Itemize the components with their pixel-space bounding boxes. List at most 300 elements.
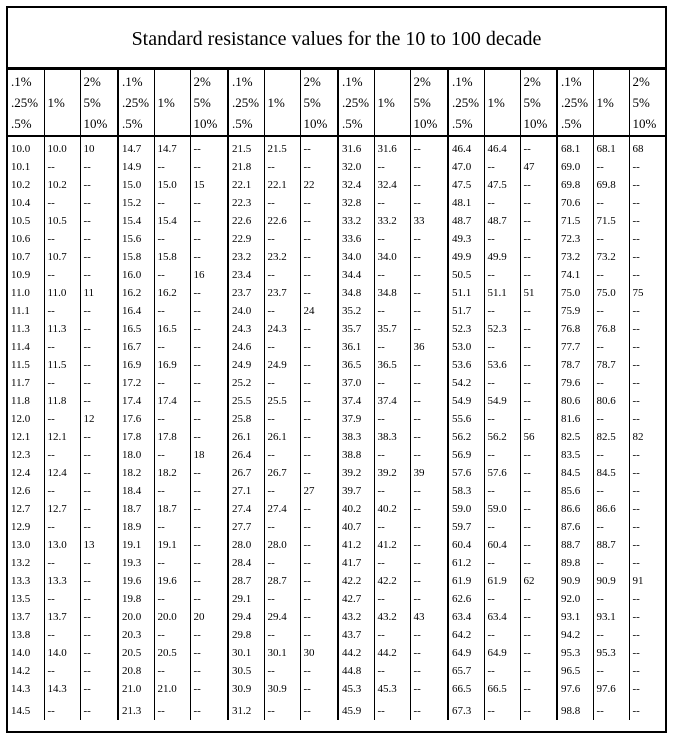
value-one-percent: 12.7 [44, 500, 80, 518]
value-precision: 42.7 [338, 590, 374, 608]
value-one-percent: 14.3 [44, 680, 80, 698]
value-precision: 29.8 [228, 626, 264, 644]
value-standard: -- [190, 572, 228, 590]
value-precision: 51.1 [448, 284, 484, 302]
value-standard: -- [629, 176, 665, 194]
value-standard: -- [190, 230, 228, 248]
header-tolerance-label: .25% [452, 95, 480, 110]
value-standard: -- [190, 320, 228, 338]
value-standard: -- [300, 320, 338, 338]
header-tolerance-label: 2% [193, 74, 211, 89]
value-standard: -- [190, 698, 228, 720]
value-one-percent: 35.7 [374, 320, 410, 338]
value-one-percent: -- [154, 302, 190, 320]
value-one-percent: -- [154, 194, 190, 212]
table-row [8, 194, 665, 212]
table-row [8, 644, 665, 662]
header-tolerance-label: .25% [11, 95, 39, 110]
value-standard: -- [520, 446, 557, 464]
value-standard: -- [520, 608, 557, 626]
value-standard: -- [300, 500, 338, 518]
value-standard: -- [629, 518, 665, 536]
value-one-percent: -- [484, 590, 520, 608]
value-precision: 32.0 [338, 158, 374, 176]
value-standard: 43 [410, 608, 448, 626]
value-precision: 90.9 [557, 572, 593, 590]
value-precision: 14.5 [11, 705, 31, 717]
value-standard: -- [629, 536, 665, 554]
value-standard: -- [190, 284, 228, 302]
header-tolerance-label: 5% [523, 95, 541, 110]
table-row [8, 284, 665, 302]
value-standard: -- [629, 230, 665, 248]
value-precision: 29.4 [228, 608, 264, 626]
header-tolerance-label: 2% [413, 74, 431, 89]
header-row [8, 70, 665, 136]
value-one-percent: 13.3 [44, 572, 80, 590]
value-one-percent: 15.0 [154, 176, 190, 194]
value-precision: 24.6 [228, 338, 264, 356]
value-standard: 24 [300, 302, 338, 320]
table-row [8, 662, 665, 680]
value-precision: 12.6 [11, 485, 31, 497]
value-standard: 20 [190, 608, 228, 626]
value-precision: 69.0 [557, 158, 593, 176]
value-precision: 30.1 [228, 644, 264, 662]
value-one-percent: -- [593, 662, 629, 680]
value-one-percent: -- [264, 446, 300, 464]
value-standard: -- [410, 136, 448, 158]
value-standard: -- [410, 158, 448, 176]
value-precision: 13.5 [11, 593, 31, 605]
value-standard: -- [410, 500, 448, 518]
value-standard: -- [520, 248, 557, 266]
value-standard: -- [410, 554, 448, 572]
value-one-percent: -- [374, 518, 410, 536]
value-precision: 10.0 [11, 143, 31, 155]
value-one-percent: 73.2 [593, 248, 629, 266]
value-one-percent: -- [374, 482, 410, 500]
value-precision: 11.1 [11, 305, 30, 317]
value-precision: 64.9 [448, 644, 484, 662]
table-row [8, 230, 665, 248]
value-one-percent: -- [484, 230, 520, 248]
value-standard: -- [80, 644, 118, 662]
value-standard: -- [80, 374, 118, 392]
value-one-percent: -- [154, 410, 190, 428]
table-row [8, 266, 665, 284]
header-tolerance-label: .1% [122, 74, 143, 89]
value-standard: -- [80, 554, 118, 572]
value-precision: 25.2 [228, 374, 264, 392]
value-standard: -- [410, 518, 448, 536]
value-one-percent: -- [264, 482, 300, 500]
value-standard: -- [190, 464, 228, 482]
value-precision: 96.5 [557, 662, 593, 680]
value-precision: 12.4 [11, 467, 31, 479]
value-one-percent: 43.2 [374, 608, 410, 626]
header-tolerance-label: .1% [232, 74, 253, 89]
value-one-percent: -- [264, 518, 300, 536]
value-one-percent: -- [264, 302, 300, 320]
value-one-percent: 86.6 [593, 500, 629, 518]
table-row [8, 428, 665, 446]
value-standard: -- [80, 572, 118, 590]
value-standard: -- [300, 608, 338, 626]
value-one-percent: 41.2 [374, 536, 410, 554]
value-standard: -- [410, 590, 448, 608]
value-precision: 72.3 [557, 230, 593, 248]
value-precision: 11.3 [11, 323, 30, 335]
value-standard: -- [80, 194, 118, 212]
value-precision: 41.7 [338, 554, 374, 572]
value-standard: -- [520, 230, 557, 248]
value-precision: 61.2 [448, 554, 484, 572]
value-one-percent: 23.2 [264, 248, 300, 266]
value-precision: 18.7 [118, 500, 154, 518]
value-precision: 25.8 [228, 410, 264, 428]
value-precision: 55.6 [448, 410, 484, 428]
value-one-percent: -- [484, 302, 520, 320]
value-precision: 16.2 [118, 284, 154, 302]
header-tolerance-label: 5% [413, 95, 431, 110]
value-one-percent: 49.9 [484, 248, 520, 266]
value-precision: 60.4 [448, 536, 484, 554]
value-standard: -- [629, 464, 665, 482]
value-one-percent: -- [154, 662, 190, 680]
value-one-percent: 17.8 [154, 428, 190, 446]
value-precision: 29.1 [228, 590, 264, 608]
value-one-percent: 68.1 [593, 136, 629, 158]
value-standard: -- [190, 194, 228, 212]
value-one-percent: 45.3 [374, 680, 410, 698]
value-precision: 20.8 [118, 662, 154, 680]
header-tolerance-label: .1% [452, 74, 473, 89]
value-one-percent: -- [374, 698, 410, 720]
value-standard: -- [410, 248, 448, 266]
value-one-percent: 61.9 [484, 572, 520, 590]
value-one-percent: -- [264, 158, 300, 176]
header-tolerance-label: .5% [452, 116, 473, 131]
value-precision: 34.4 [338, 266, 374, 284]
value-one-percent: -- [264, 410, 300, 428]
value-one-percent: 88.7 [593, 536, 629, 554]
value-precision: 21.5 [228, 136, 264, 158]
value-one-percent: -- [484, 446, 520, 464]
value-precision: 10.5 [11, 215, 31, 227]
header-tolerance-label: 5% [193, 95, 211, 110]
value-precision: 15.2 [118, 194, 154, 212]
value-precision: 36.1 [338, 338, 374, 356]
value-precision: 10.1 [11, 161, 31, 173]
value-one-percent: -- [264, 374, 300, 392]
value-precision: 44.2 [338, 644, 374, 662]
value-precision: 78.7 [557, 356, 593, 374]
table-row [8, 608, 665, 626]
value-one-percent: 75.0 [593, 284, 629, 302]
value-one-percent: 16.5 [154, 320, 190, 338]
value-precision: 41.2 [338, 536, 374, 554]
value-one-percent: 18.2 [154, 464, 190, 482]
value-standard: -- [520, 392, 557, 410]
value-standard: -- [410, 572, 448, 590]
value-one-percent: 24.3 [264, 320, 300, 338]
value-one-percent: -- [154, 590, 190, 608]
value-precision: 12.1 [11, 431, 31, 443]
header-tolerance-label: .25% [342, 95, 370, 110]
header-tolerance-one: 1% [154, 70, 190, 136]
value-one-percent: -- [593, 554, 629, 572]
value-precision: 16.7 [118, 338, 154, 356]
value-precision: 16.5 [118, 320, 154, 338]
value-one-percent: 39.2 [374, 464, 410, 482]
value-precision: 74.1 [557, 266, 593, 284]
table-row [8, 518, 665, 536]
value-precision: 27.4 [228, 500, 264, 518]
value-precision: 88.7 [557, 536, 593, 554]
value-precision: 30.5 [228, 662, 264, 680]
value-one-percent: -- [593, 698, 629, 720]
value-standard: -- [629, 680, 665, 698]
table-row [8, 572, 665, 590]
value-precision: 11.0 [11, 287, 30, 299]
value-standard: 75 [629, 284, 665, 302]
value-one-percent: -- [593, 410, 629, 428]
value-standard: -- [410, 284, 448, 302]
value-one-percent: -- [154, 158, 190, 176]
value-standard: -- [190, 248, 228, 266]
value-standard: -- [629, 608, 665, 626]
value-standard: -- [410, 428, 448, 446]
value-precision: 10.2 [11, 179, 31, 191]
value-precision: 62.6 [448, 590, 484, 608]
table-row [8, 680, 665, 698]
header-tolerance-one: 1% [484, 70, 520, 136]
value-precision: 13.3 [11, 575, 31, 587]
header-tolerance-label: .25% [561, 95, 589, 110]
value-precision: 32.4 [338, 176, 374, 194]
value-one-percent: 31.6 [374, 136, 410, 158]
value-standard: -- [300, 464, 338, 482]
value-standard: -- [629, 410, 665, 428]
value-precision: 47.5 [448, 176, 484, 194]
value-one-percent: 22.1 [264, 176, 300, 194]
header-tolerance-label: 2% [83, 74, 101, 89]
value-one-percent: -- [374, 590, 410, 608]
table-row [8, 410, 665, 428]
value-precision: 50.5 [448, 266, 484, 284]
value-precision: 51.7 [448, 302, 484, 320]
value-precision: 75.9 [557, 302, 593, 320]
value-precision: 11.4 [11, 341, 30, 353]
table-row [8, 536, 665, 554]
table-row [8, 392, 665, 410]
value-one-percent: 57.6 [484, 464, 520, 482]
header-tolerance-one: 1% [593, 70, 629, 136]
header-tolerance-low [557, 70, 593, 136]
value-one-percent: -- [374, 626, 410, 644]
value-standard: 11 [80, 284, 118, 302]
value-precision: 59.7 [448, 518, 484, 536]
value-precision: 20.5 [118, 644, 154, 662]
value-one-percent: 84.5 [593, 464, 629, 482]
value-precision: 11.7 [11, 377, 30, 389]
value-precision: 43.2 [338, 608, 374, 626]
value-standard: -- [520, 662, 557, 680]
value-precision: 18.0 [118, 446, 154, 464]
header-tolerance-label: .25% [232, 95, 260, 110]
header-tolerance-label: .1% [342, 74, 363, 89]
value-one-percent: -- [154, 554, 190, 572]
value-precision: 38.8 [338, 446, 374, 464]
value-one-percent: -- [484, 554, 520, 572]
value-standard: -- [410, 392, 448, 410]
value-standard: -- [520, 356, 557, 374]
value-precision: 37.0 [338, 374, 374, 392]
value-precision: 83.5 [557, 446, 593, 464]
value-standard: 36 [410, 338, 448, 356]
value-standard: -- [300, 158, 338, 176]
value-one-percent: 42.2 [374, 572, 410, 590]
value-one-percent: 11.0 [44, 284, 80, 302]
value-one-percent: 48.7 [484, 212, 520, 230]
value-one-percent: 12.4 [44, 464, 80, 482]
value-precision: 26.1 [228, 428, 264, 446]
table-row [8, 698, 665, 720]
value-standard: 91 [629, 572, 665, 590]
value-standard: -- [80, 482, 118, 500]
value-precision: 17.4 [118, 392, 154, 410]
value-one-percent: 10.2 [44, 176, 80, 194]
value-one-percent: -- [593, 230, 629, 248]
value-standard: -- [80, 356, 118, 374]
header-tolerance-label: .5% [232, 116, 253, 131]
value-standard: 18 [190, 446, 228, 464]
value-one-percent: -- [593, 446, 629, 464]
value-precision: 36.5 [338, 356, 374, 374]
value-precision: 33.6 [338, 230, 374, 248]
value-standard: -- [629, 194, 665, 212]
value-precision: 28.0 [228, 536, 264, 554]
value-precision: 48.7 [448, 212, 484, 230]
value-standard: 16 [190, 266, 228, 284]
value-precision: 61.9 [448, 572, 484, 590]
header-tolerance-label: 10% [303, 116, 328, 131]
value-precision: 14.2 [11, 665, 31, 677]
value-standard: -- [80, 248, 118, 266]
value-precision: 26.4 [228, 446, 264, 464]
value-one-percent: -- [264, 266, 300, 284]
value-one-percent: -- [154, 374, 190, 392]
value-standard: -- [410, 644, 448, 662]
table-row [8, 626, 665, 644]
value-standard: -- [410, 536, 448, 554]
value-standard: -- [80, 176, 118, 194]
header-tolerance-low [8, 70, 44, 136]
value-precision: 12.0 [11, 413, 31, 425]
value-precision: 95.3 [557, 644, 593, 662]
value-standard: -- [520, 136, 557, 158]
value-one-percent: 53.6 [484, 356, 520, 374]
value-precision: 58.3 [448, 482, 484, 500]
header-tolerance-label: 5% [632, 95, 650, 110]
value-standard: -- [80, 212, 118, 230]
header-tolerance-label: .5% [122, 116, 143, 131]
value-standard: -- [629, 248, 665, 266]
value-standard: -- [80, 698, 118, 720]
value-standard: 13 [80, 536, 118, 554]
value-standard: -- [80, 302, 118, 320]
value-standard: -- [300, 194, 338, 212]
value-one-percent: -- [374, 446, 410, 464]
value-standard: -- [410, 446, 448, 464]
header-tolerance-low [228, 70, 264, 136]
value-one-percent: -- [484, 374, 520, 392]
value-one-percent: -- [44, 158, 80, 176]
value-precision: 46.4 [448, 136, 484, 158]
value-one-percent: 47.5 [484, 176, 520, 194]
value-one-percent: -- [374, 230, 410, 248]
table-row [8, 338, 665, 356]
value-one-percent: -- [593, 590, 629, 608]
value-precision: 14.0 [11, 647, 31, 659]
value-one-percent: -- [593, 302, 629, 320]
value-standard: -- [410, 662, 448, 680]
value-standard: -- [520, 410, 557, 428]
value-precision: 40.7 [338, 518, 374, 536]
value-precision: 20.3 [118, 626, 154, 644]
table-row [8, 374, 665, 392]
value-standard: -- [80, 158, 118, 176]
value-one-percent: -- [374, 194, 410, 212]
table-row [8, 446, 665, 464]
value-standard: -- [629, 662, 665, 680]
value-precision: 97.6 [557, 680, 593, 698]
value-one-percent: 71.5 [593, 212, 629, 230]
value-standard: -- [520, 518, 557, 536]
value-one-percent: -- [44, 446, 80, 464]
value-standard: -- [190, 374, 228, 392]
value-one-percent: 10.7 [44, 248, 80, 266]
value-precision: 14.7 [118, 136, 154, 158]
value-precision: 48.1 [448, 194, 484, 212]
value-one-percent: -- [44, 554, 80, 572]
value-precision: 71.5 [557, 212, 593, 230]
value-precision: 25.5 [228, 392, 264, 410]
value-one-percent: 54.9 [484, 392, 520, 410]
value-one-percent: 16.2 [154, 284, 190, 302]
value-one-percent: 21.0 [154, 680, 190, 698]
value-one-percent: -- [484, 698, 520, 720]
value-one-percent: 97.6 [593, 680, 629, 698]
value-precision: 31.6 [338, 136, 374, 158]
value-precision: 75.0 [557, 284, 593, 302]
value-precision: 24.3 [228, 320, 264, 338]
value-one-percent: -- [593, 374, 629, 392]
header-tolerance-one: 1% [264, 70, 300, 136]
value-one-percent: -- [374, 662, 410, 680]
value-standard: -- [520, 590, 557, 608]
value-precision: 87.6 [557, 518, 593, 536]
table-row [8, 500, 665, 518]
value-one-percent: 13.0 [44, 536, 80, 554]
header-tolerance-label: 10% [83, 116, 108, 131]
value-one-percent: 66.5 [484, 680, 520, 698]
value-one-percent: -- [593, 266, 629, 284]
value-precision: 14.9 [118, 158, 154, 176]
value-precision: 13.8 [11, 629, 31, 641]
value-standard: -- [629, 446, 665, 464]
